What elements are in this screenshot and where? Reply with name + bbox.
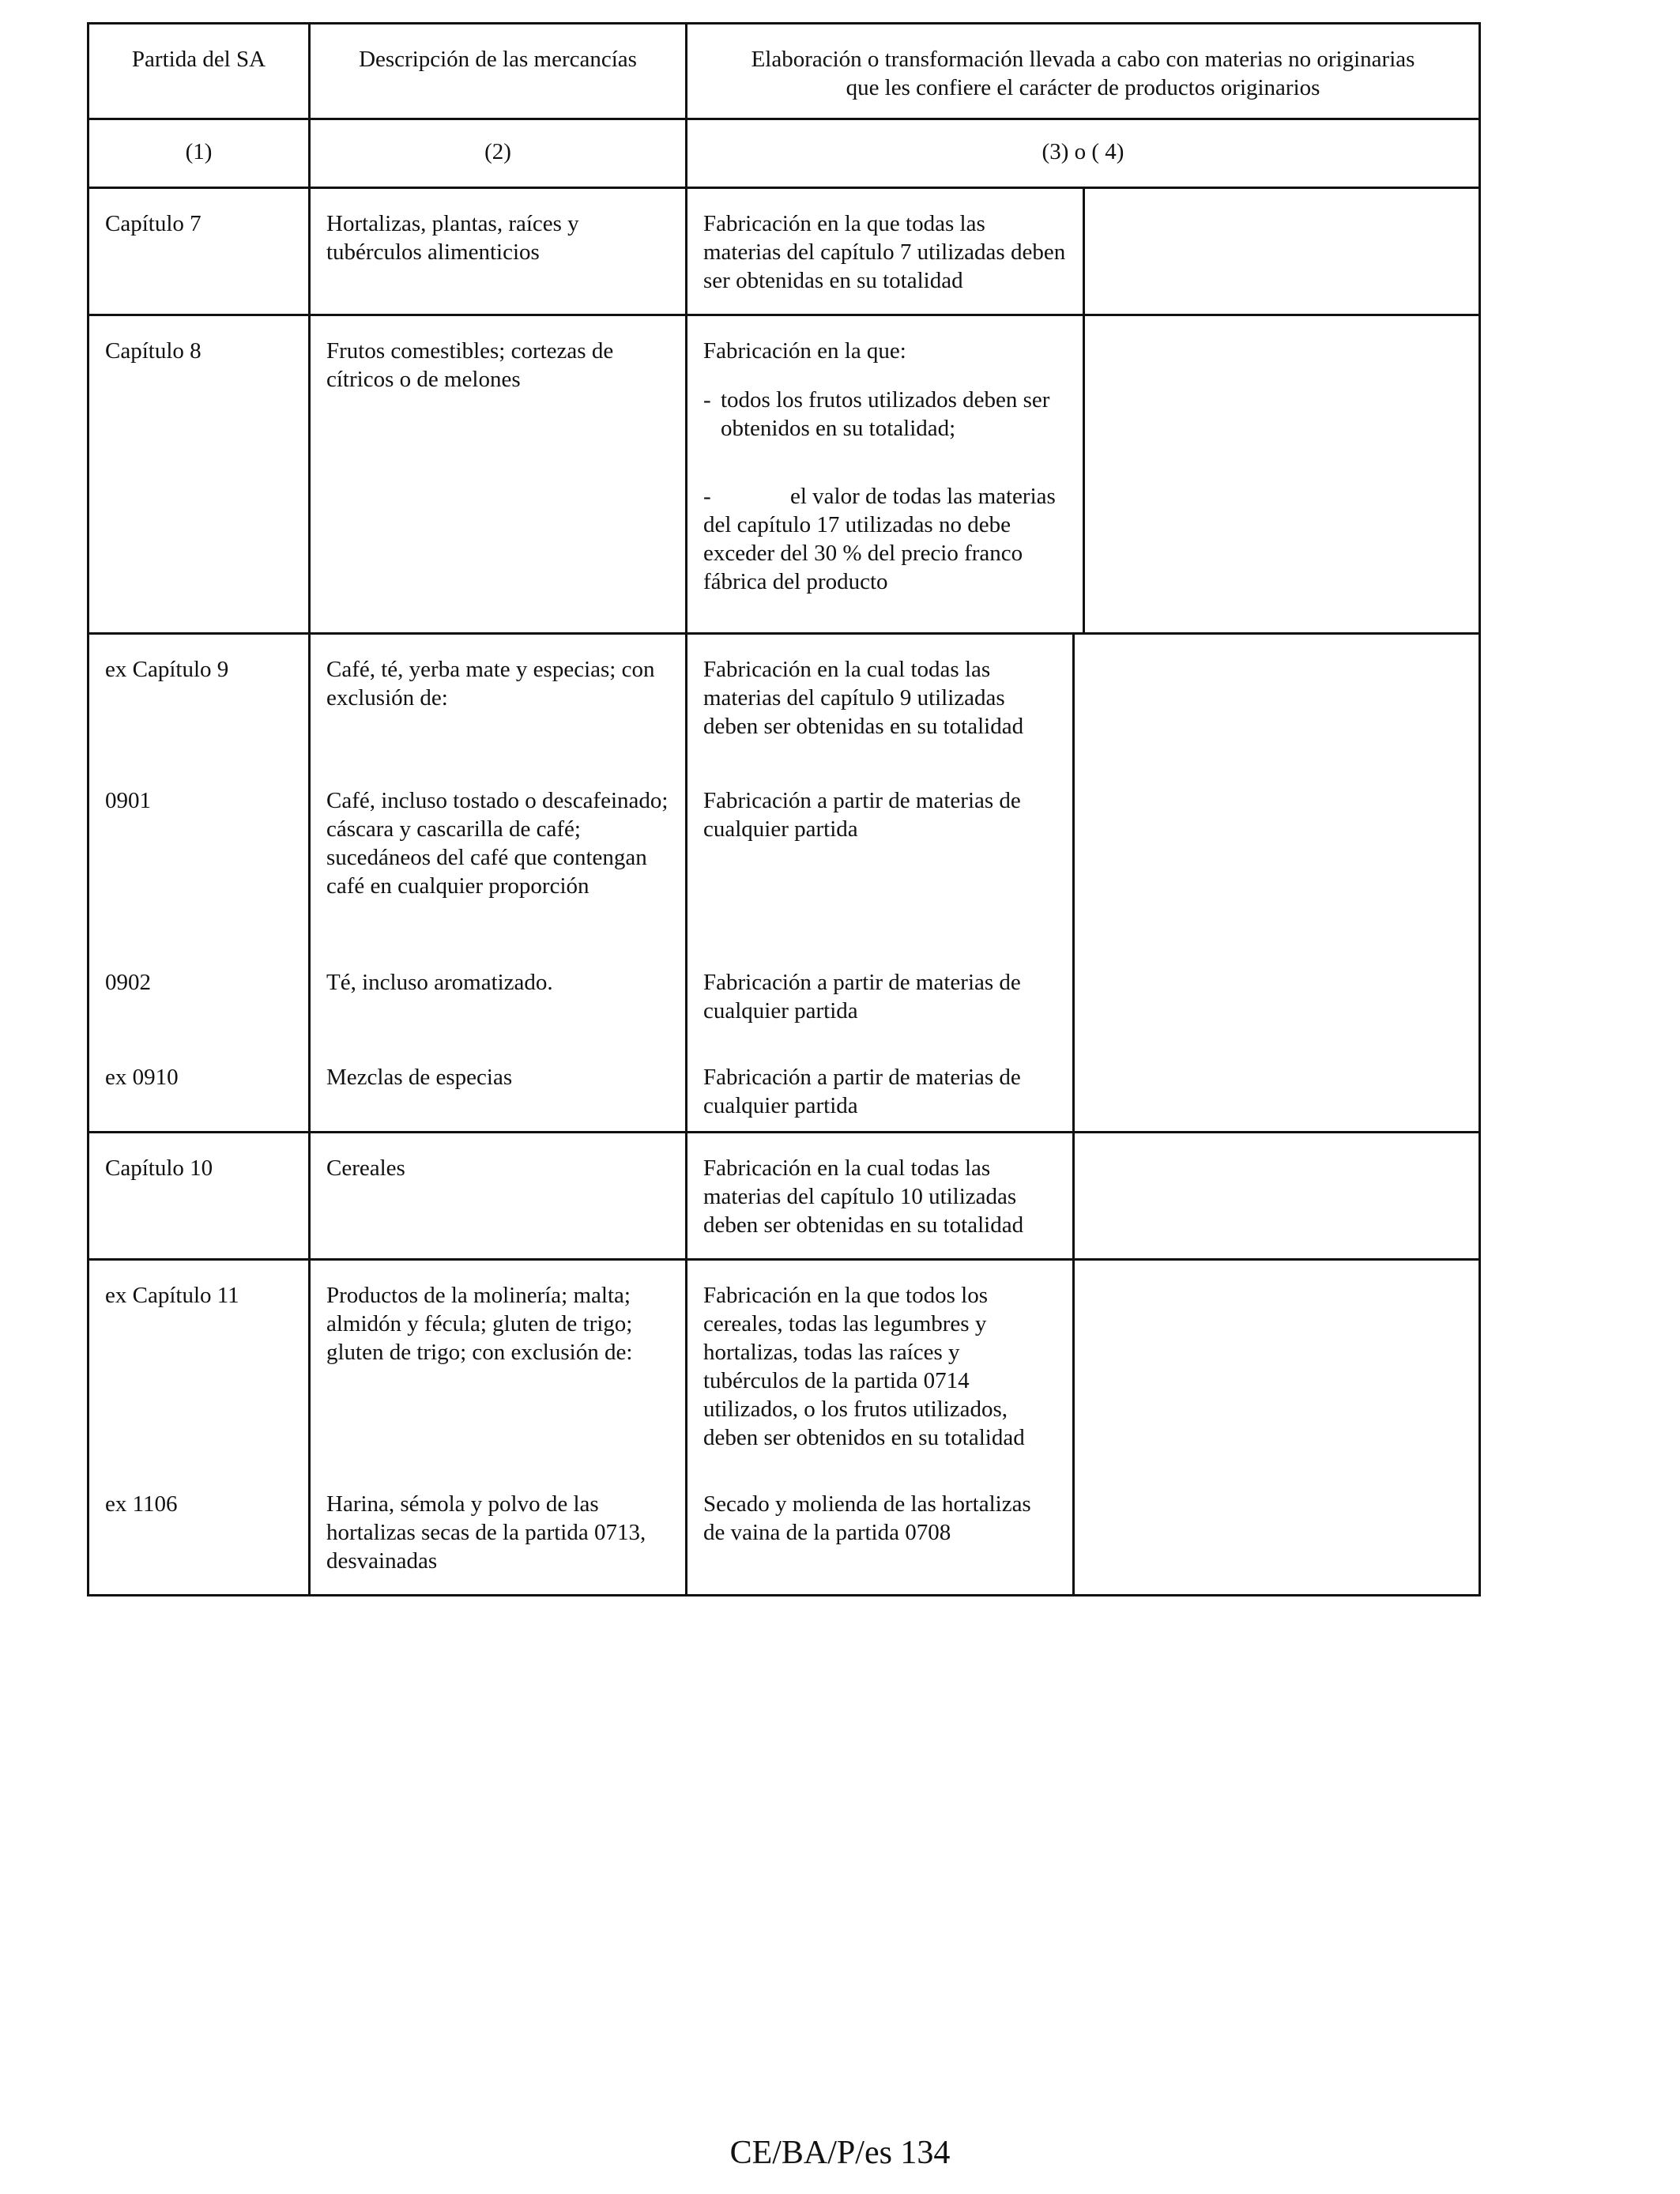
header-processing-line2: que les confiere el carácter de productos originarios [846,75,1320,100]
processing-rule: Fabricación a partir de materias de cualquier partida [703,1065,1021,1118]
column-number-row [89,118,1478,187]
goods-description: Hortalizas, plantas, raíces y tubérculos alimenticios [311,189,687,314]
goods-description: Café, incluso tostado o descafeinado; cáscara y cascarilla de café; sucedáneos del café que contengan café en cualquier proporción [326,788,669,899]
hs-code: ex 0910 [105,1065,179,1090]
col-number-2: (2) [311,120,687,187]
header-hs-heading: Partida del SA [89,25,311,118]
alternative-rule-cell [1075,1133,1478,1258]
processing-rule: Fabricación a partir de materias de cualquier partida [703,788,1021,842]
alternative-rule-cell [1085,316,1478,632]
hs-code: ex 1106 [105,1491,178,1517]
hs-code: 0902 [105,970,151,995]
hs-code: Capítulo 7 [89,189,311,314]
processing-rule: Secado y molienda de las hortalizas de vaina de la partida 0708 [703,1491,1031,1545]
hs-code: Capítulo 8 [89,316,311,632]
alternative-rule-cell [1075,635,1478,1131]
table-row-group [89,632,1478,1131]
table-row [89,314,1478,632]
hs-code-column [89,635,311,1131]
header-processing [687,25,1478,118]
hs-code: ex Capítulo 9 [105,657,229,682]
page-footer-reference: CE/BA/P/es 134 [729,2135,951,2171]
alternative-rule-cell [1075,1261,1478,1594]
description-column [311,635,687,1131]
goods-description: Productos de la molinería; malta; almidón y fécula; gluten de trigo; gluten de trigo; con exclusión de: [326,1283,633,1365]
processing-rule: Fabricación en la que todas las materias del capítulo 7 utilizadas deben ser obtenidas en su totalidad [687,189,1085,314]
hs-code-column [89,1261,311,1594]
table-row [89,187,1478,314]
description-column [311,1261,687,1594]
hs-code: ex Capítulo 11 [105,1283,239,1308]
processing-rule: Fabricación a partir de materias de cualquier partida [703,970,1021,1023]
alternative-rule-cell [1085,189,1478,314]
processing-rule: Fabricación en la cual todas las materias del capítulo 9 utilizadas deben ser obtenidas en su totalidad [703,657,1024,739]
rules-of-origin-table [87,22,1481,1596]
col-number-34: (3) o ( 4) [1042,139,1124,164]
goods-description: Té, incluso aromatizado. [326,970,553,995]
processing-rule [687,316,1085,632]
hs-code: 0901 [105,788,151,813]
goods-description: Café, té, yerba mate y especias; con exclusión de: [326,657,655,711]
goods-description: Frutos comestibles; cortezas de cítricos o de melones [311,316,687,632]
rule-column [687,1261,1075,1594]
rule-bullet [703,482,1067,596]
header-description: Descripción de las mercancías [311,25,687,118]
processing-rule: Fabricación en la que todos los cereales, todas las legumbres y hortalizas, todas las raíces y tubérculos de la partida 0714 utilizados, o los frutos utilizados, deben ser obtenidos en su totalidad [703,1283,1025,1450]
goods-description: Mezclas de especias [326,1065,513,1090]
table-header-row [89,25,1478,118]
header-processing-line1: Elaboración o transformación llevada a cabo con materias no originarias [751,47,1415,72]
rule-bullet [703,386,1067,443]
rule-bullet-text: todos los frutos utilizados deben ser obtenidos en su totalidad; [721,387,1050,441]
hs-code: Capítulo 10 [89,1133,311,1258]
rule-intro: Fabricación en la que: [703,338,906,364]
table-row [89,1131,1478,1258]
table-row-group [89,1258,1478,1594]
processing-rule: Fabricación en la cual todas las materias del capítulo 10 utilizadas deben ser obtenidas en su totalidad [687,1133,1075,1258]
goods-description: Cereales [311,1133,687,1258]
bullet-dash: - [703,484,711,509]
goods-description: Harina, sémola y polvo de las hortalizas secas de la partida 0713, desvainadas [326,1491,646,1574]
rule-bullet-text: el valor de todas las materias del capítulo 17 utilizadas no debe exceder del 30 % del precio franco fábrica del producto [703,484,1056,594]
rule-column [687,635,1075,1131]
col-number-1: (1) [89,120,311,187]
bullet-dash: - [703,387,711,413]
